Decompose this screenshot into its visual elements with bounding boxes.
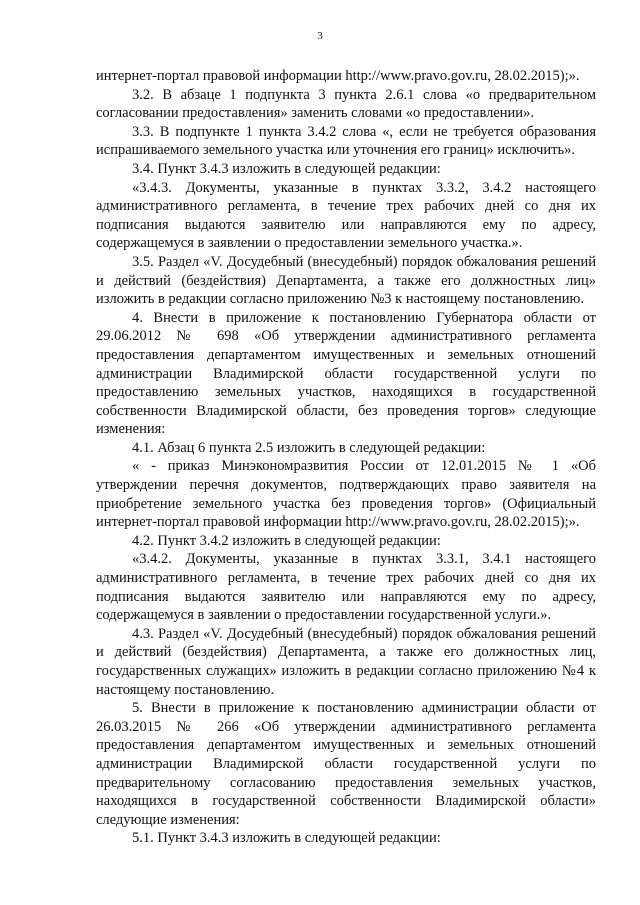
paragraph-3-4-3-quote: «3.4.3. Документы, указанные в пунктах 3.3.2, 3.4.2 настоящего административного регламента, в течение трех рабочих дней со дня их подписания выдаются заявителю или направляются ему по адресу, содержащемуся в заявлении о предоставлении земельного участка.».	[96, 179, 596, 252]
paragraph-4-1: 4.1. Абзац 6 пункта 2.5 изложить в следующей редакции:	[132, 439, 486, 456]
paragraph-3-5: 3.5. Раздел «V. Досудебный (внесудебный) порядок обжалования решений и действий (бездействия) Департамента, а также его должностных лиц» изложить в редакции согласно приложению №3 к настоящему постановлению.	[96, 253, 596, 308]
document-body	[96, 67, 596, 848]
paragraph-5-1: 5.1. Пункт 3.4.3 изложить в следующей редакции:	[132, 830, 441, 847]
paragraph-4-2: 4.2. Пункт 3.4.2 изложить в следующей редакции:	[132, 532, 441, 549]
paragraph-4-1-quote: « - приказ Минэкономразвития России от 12.01.2015 № 1 «Об утверждении перечня документов, подтверждающих право заявителя на приобретение земельного участка без проведения торгов» (Официальный интернет-портал правовой информации http://www.pravo.gov.ru, 28.02.2015);».	[96, 458, 596, 531]
paragraph-3-4-2-quote: «3.4.2. Документы, указанные в пунктах 3.3.1, 3.4.1 настоящего административного регламента, в течение трех рабочих дней со дня их подписания выдаются заявителю или направляются ему по адресу, содержащемуся в заявлении о предоставлении государственной услуги.».	[96, 551, 596, 624]
paragraph-4-3: 4.3. Раздел «V. Досудебный (внесудебный) порядок обжалования решений и действий (бездействия) Департамента, а также его должностных лиц, государственных служащих» изложить в редакции согласно приложению №4 к настоящему постановлению.	[96, 625, 596, 698]
paragraph-3-4: 3.4. Пункт 3.4.3 изложить в следующей редакции:	[132, 160, 441, 177]
paragraph-3-3: 3.3. В подпункте 1 пункта 3.4.2 слова «, если не требуется образования испрашиваемого земельного участка или уточнения его границ» исключить».	[96, 123, 596, 159]
paragraph-4: 4. Внести в приложение к постановлению Губернатора области от 29.06.2012 № 698 «Об утверждении административного регламента предоставления департаментом имущественных и земельных отношений администрации Владимирской области государственной услуги по предоставлению земельных участков, находящихся в государственной собственности Владимирской области, без проведения торгов» следующие изменения:	[96, 309, 596, 438]
paragraph-3-2: 3.2. В абзаце 1 подпункта 3 пункта 2.6.1 слова «о предварительном согласовании предоставления» заменить словами «о предоставлении».	[96, 86, 596, 122]
paragraph-portal-reference: интернет-портал правовой информации http://www.pravo.gov.ru, 28.02.2015);».	[96, 68, 580, 84]
paragraph-5: 5. Внести в приложение к постановлению администрации области от 26.03.2015 № 266 «Об утверждении административного регламента предоставления департаментом имущественных и земельных отношений администрации Владимирской области государственной услуги по предварительному согласованию предоставления земельных участков, находящихся в государственной собственности Владимирской области» следующие изменения:	[96, 700, 596, 828]
page-number: 3	[317, 30, 323, 42]
